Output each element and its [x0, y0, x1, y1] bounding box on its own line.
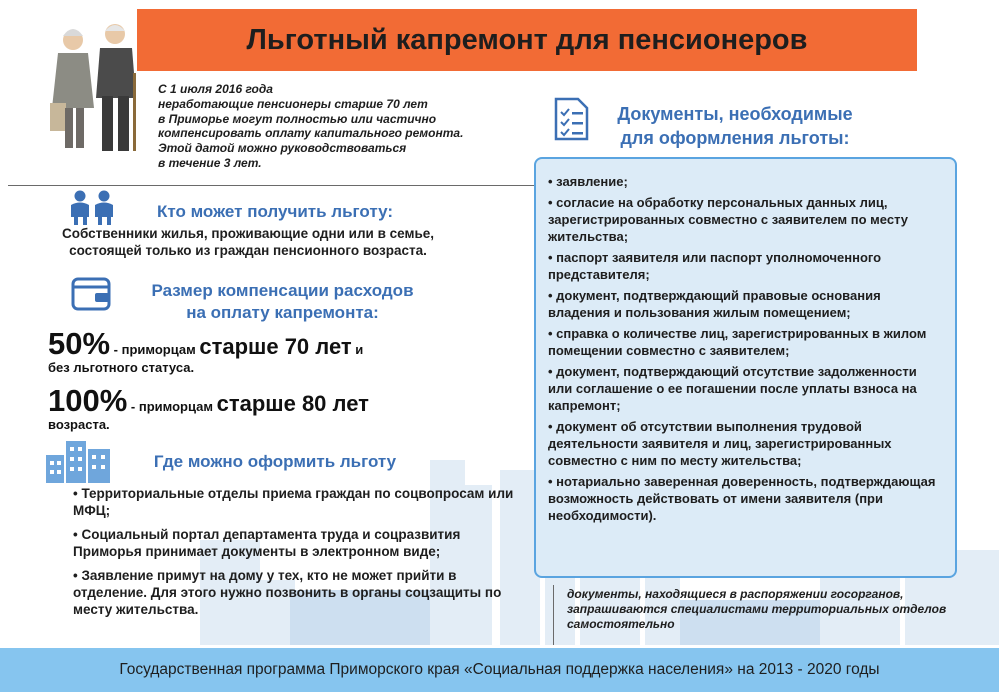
list-item: • нотариально заверенная доверенность, подтверждающая возможность действовать от имени заявителя (при необходимости). — [548, 474, 936, 523]
intro-line: Этой датой можно руководствоваться — [158, 141, 407, 156]
list-item: • согласие на обработку персональных данных лиц, зарегистрированных совместно с заявителем по месту жительства; — [548, 195, 909, 244]
buildings-icon — [46, 437, 112, 483]
wallet-icon — [71, 275, 111, 313]
docs-heading — [600, 102, 870, 150]
intro-line: в Приморье могут полностью или частично — [158, 111, 437, 126]
list-item: • паспорт заявителя или паспорт уполномоченного представителя; — [548, 250, 882, 282]
compensation-row-text: - приморцам — [127, 399, 217, 414]
docs-heading-line: для оформления льготы: — [620, 128, 850, 148]
pensioners-illustration — [40, 18, 145, 158]
percent-50: 50% — [48, 326, 111, 361]
list-item: • Социальный портал департамента труда и соцразвития Приморья принимает документы в электронном виде; — [73, 527, 461, 559]
list-item: • документ, подтверждающий отсутствие задолженности или соглашение о ее погашении после уплаты взноса на капремонт; — [548, 364, 917, 413]
where-list — [73, 485, 518, 625]
docs-note: документы, находящиеся в распоряжении госорганов, запрашиваются специалистами территориальных отделов самостоятельно — [567, 587, 947, 631]
compensation-row-note: без льготного статуса. — [48, 360, 195, 375]
intro-line: С 1 июля 2016 года — [158, 82, 273, 96]
compensation-heading-line: Размер компенсации расходов — [151, 281, 414, 300]
age-80-label: старше 80 лет — [216, 391, 369, 416]
who-text — [33, 225, 463, 259]
divider — [553, 585, 554, 645]
age-70-label: старше 70 лет — [199, 334, 352, 359]
list-item: • Заявление примут на дому у тех, кто не может прийти в отделение. Для этого нужно позвонить в органы соцзащиты по месту жительства. — [73, 568, 502, 617]
intro-line: в течение 3 лет. — [158, 155, 262, 170]
percent-100: 100% — [48, 383, 128, 418]
checklist-document-icon — [553, 97, 589, 141]
list-item: • заявление; — [548, 174, 628, 189]
compensation-heading-line: на оплату капремонта: — [186, 303, 379, 322]
footer-bar — [0, 648, 999, 692]
compensation-row-note: возраста. — [48, 417, 110, 432]
who-text-line: состоящей только из граждан пенсионного возраста. — [69, 243, 427, 258]
compensation-heading — [125, 280, 440, 324]
intro-text — [158, 82, 498, 171]
who-text-line: Собственники жилья, проживающие одни или в семье, — [61, 226, 435, 241]
footer-text: Государственная программа Приморского края «Социальная поддержка населения» на 2013 - 2020 годы — [119, 661, 880, 678]
elderly-couple-icon — [64, 189, 120, 225]
who-heading: Кто может получить льготу: — [157, 202, 393, 221]
list-item: • Территориальные отделы приема граждан по соцвопросам или МФЦ; — [73, 486, 514, 518]
compensation-row-text: - приморцам — [110, 342, 200, 357]
list-item: • документ, подтверждающий правовые основания владения и пользования жилым помещением; — [548, 288, 881, 320]
divider — [8, 185, 535, 186]
list-item: • справка о количестве лиц, зарегистрированных в жилом помещении совместно с заявителем; — [548, 326, 927, 358]
list-item: • документ об отсутствии выполнения трудовой деятельности заявителя и лиц, зарегистрированных совместно с ним по месту жительства; — [548, 419, 892, 468]
compensation-row-50 — [48, 326, 448, 375]
where-heading: Где можно оформить льготу — [153, 452, 397, 471]
docs-heading-line: Документы, необходимые — [617, 104, 853, 124]
title-banner — [137, 9, 917, 71]
page-title: Льготный капремонт для пенсионеров — [246, 24, 808, 56]
intro-line: неработающие пенсионеры старше 70 лет — [158, 96, 428, 111]
documents-panel — [534, 157, 957, 578]
compensation-row-text: и — [351, 342, 364, 357]
compensation-row-100 — [48, 383, 448, 432]
intro-line: компенсировать оплату капитального ремонта. — [158, 126, 464, 141]
